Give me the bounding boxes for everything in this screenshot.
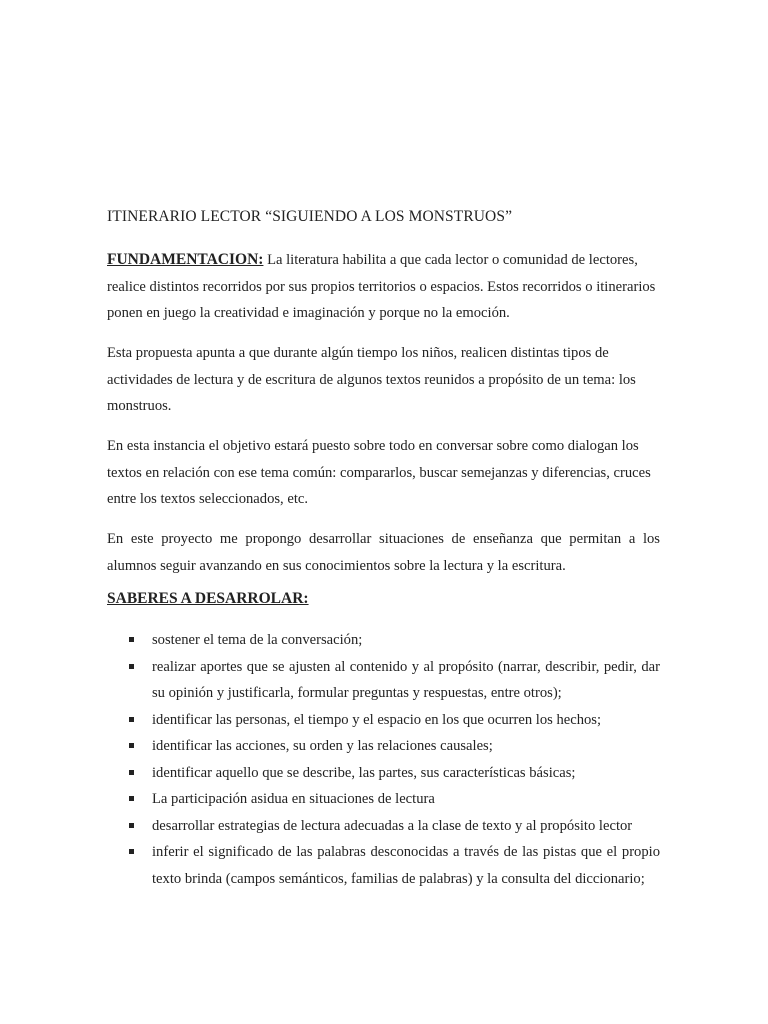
list-item <box>107 707 660 734</box>
list-item-text: inferir el significado de las palabras desconocidas a través de las pistas que el propio texto brinda (campos semánticos, familias de palabras) y la consulta del diccionario; <box>152 844 660 887</box>
list-item-text: La participación asidua en situaciones de lectura <box>152 791 435 807</box>
list-item <box>107 813 660 840</box>
saberes-heading: SABERES A DESARROLAR: <box>107 590 309 607</box>
document-title: ITINERARIO LECTOR “SIGUIENDO A LOS MONSTRUOS” <box>107 208 513 225</box>
bullet-square-icon <box>129 717 134 722</box>
list-item-text: identificar las personas, el tiempo y el espacio en los que ocurren los hechos; <box>152 711 602 728</box>
paragraph-proyecto: En este proyecto me propongo desarrollar situaciones de enseñanza que permitan a los alumnos seguir avanzando en sus conocimientos sobre la lectura y la escritura. <box>107 531 660 574</box>
bullet-square-icon <box>129 743 134 748</box>
bullet-square-icon <box>129 849 134 854</box>
paragraph-propuesta: Esta propuesta apunta a que durante algún tiempo los niños, realicen distintas tipos de actividades de lectura y de escritura de algunos textos reunidos a propósito de un tema: los monstruos. <box>107 345 636 414</box>
list-item-text: desarrollar estrategias de lectura adecuadas a la clase de texto y al propósito lector <box>152 817 633 834</box>
fundamentacion-paragraph <box>107 247 660 327</box>
bullet-square-icon <box>129 796 134 801</box>
fundamentacion-text: La literatura habilita a que cada lector o comunidad de lectores, realice distintos recorridos por sus propios territorios o espacios. Estos recorridos o itinerarios ponen en juego la creatividad e imaginación y porque no la emoción. <box>107 252 656 321</box>
list-item-text: sostener el tema de la conversación; <box>152 632 363 648</box>
list-item <box>107 760 660 787</box>
list-item-text: realizar aportes que se ajusten al contenido y al propósito (narrar, describir, pedir, dar su opinión y justificarla, formular preguntas y respuestas, entre otros); <box>152 658 660 701</box>
list-item <box>107 654 660 707</box>
bullet-square-icon <box>129 770 134 775</box>
bullet-square-icon <box>129 664 134 669</box>
saberes-list <box>107 627 660 892</box>
list-item <box>107 627 660 654</box>
bullet-square-icon <box>129 823 134 828</box>
list-item <box>107 733 660 760</box>
list-item <box>107 839 660 892</box>
paragraph-objetivo: En esta instancia el objetivo estará puesto sobre todo en conversar sobre como dialogan los textos en relación con ese tema común: compararlos, buscar semejanzas y diferencias, cruces entre los textos seleccionados, etc. <box>107 438 651 507</box>
bullet-square-icon <box>129 637 134 642</box>
list-item-text: identificar las acciones, su orden y las relaciones causales; <box>152 738 493 754</box>
fundamentacion-label: FUNDAMENTACION: <box>107 251 264 268</box>
list-item-text: identificar aquello que se describe, las partes, sus características básicas; <box>152 764 576 781</box>
list-item <box>107 786 660 813</box>
